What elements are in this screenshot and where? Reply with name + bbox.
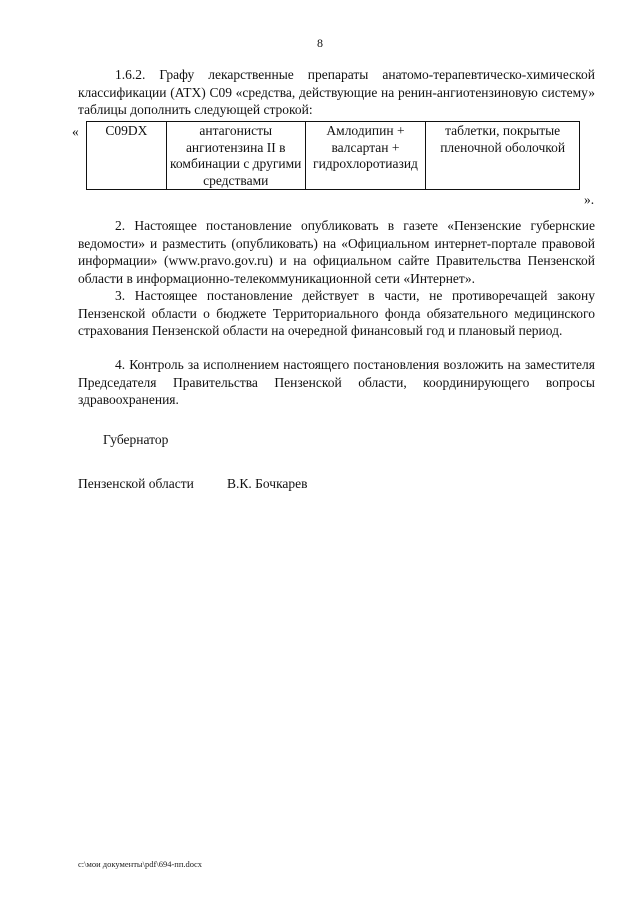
page-number: 8 [317, 36, 323, 50]
atx-addition-table [86, 121, 580, 190]
table-open-quote: « [72, 124, 79, 139]
footer-file-path: c:\мои документы\pdf\694-пп.docx [78, 859, 203, 869]
table-row [87, 122, 580, 190]
drug-name-cell: Амлодипин + валсартан + гидрохлоротиазид [305, 122, 426, 190]
signature-title: Губернатор [103, 432, 169, 447]
signature-region: Пензенской области [78, 476, 194, 491]
dosage-form-cell: таблетки, покрытые пленочной оболочкой [426, 122, 580, 190]
paragraph-3: 3. Настоящее постановление действует в части, не противоречащей закону Пензенской области о бюджете Территориального фонда обязательного медицинского страхования Пензенской области на очередной финансовый год и плановый период. [78, 288, 595, 338]
table-close-quote: ». [584, 192, 595, 207]
paragraph-4: 4. Контроль за исполнением настоящего постановления возложить на заместителя Председателя Правительства Пензенской области, координирующего вопросы здравоохранения. [78, 357, 595, 407]
atx-code-cell: C09DX [87, 122, 167, 190]
paragraph-2: 2. Настоящее постановление опубликовать в газете «Пензенские губернские ведомости» и разместить (опубликовать) на «Официальном интернет-портале правовой информации» (www.pravo.gov.ru) и на официальном сайте Правительства Пензенской области в информационно-телекоммуникационной сети «Интернет». [78, 218, 595, 286]
atx-group-cell: антагонисты ангиотензина II в комбинации с другими средствами [166, 122, 305, 190]
section-1-6-2-text: 1.6.2. Графу лекарственные препараты анатомо-терапевтическо-химической классификации (АТХ) C09 «средства, действующие на ренин-ангиотензиновую систему» таблицы дополнить следующей строкой: [78, 67, 595, 117]
signature-name: В.К. Бочкарев [227, 476, 308, 491]
